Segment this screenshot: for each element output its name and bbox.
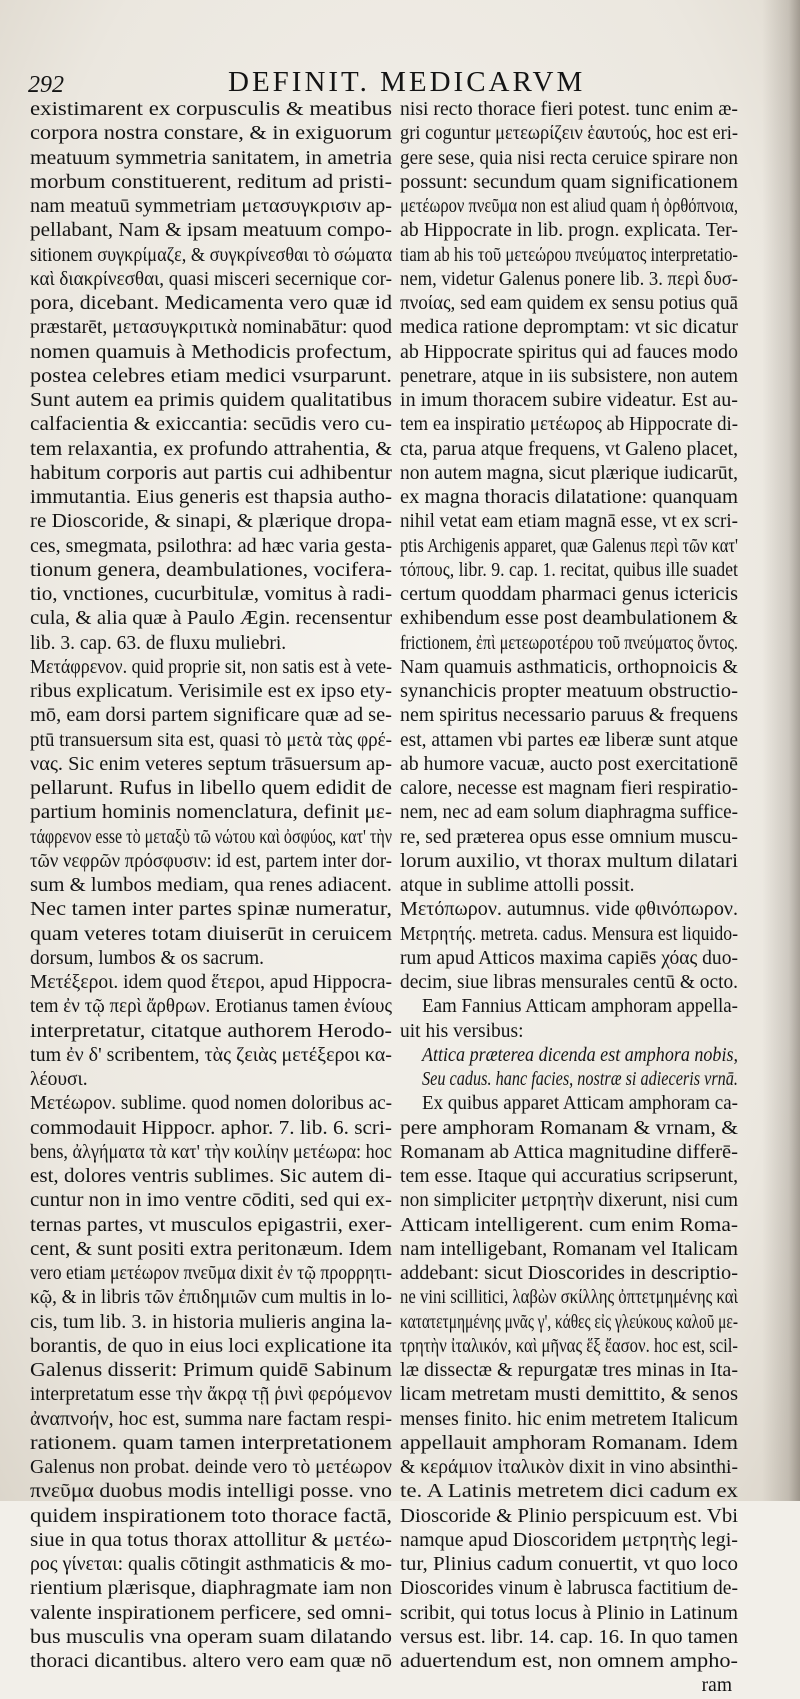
- line-text: meatuum symmetria sanitatem, in ametria: [30, 147, 392, 169]
- line-text: siue in qua totus thorax attollitur & μετέω-: [30, 1529, 392, 1551]
- line-text: tio, vnctiones, cucurbitulæ, vomitus à radi-: [30, 584, 392, 605]
- text-line: [30, 1626, 392, 1650]
- text-line: [400, 413, 738, 437]
- text-line: [400, 1529, 738, 1553]
- line-text: nihil vetat eam etiam magnā esse, vt ex scri-: [400, 511, 738, 533]
- text-line: [400, 1311, 738, 1335]
- text-line: [30, 826, 392, 850]
- text-line: [400, 1432, 738, 1456]
- text-line: [400, 583, 738, 607]
- line-text: tum ἐν δ' scribentem, τὰς ζειὰς μετέξεροι κα-: [30, 1044, 392, 1066]
- text-line: [400, 438, 738, 462]
- line-text: præstarēt, μετασυγκριτικὰ nominabātur: quod: [30, 317, 392, 339]
- text-line: [30, 632, 392, 656]
- line-text: Eam Fannius Atticam amphoram appella-: [422, 996, 738, 1018]
- line-text: possunt: secundum quam significationem: [400, 171, 738, 193]
- text-line: [400, 1189, 738, 1213]
- text-line: [30, 1335, 392, 1359]
- text-line: [400, 219, 738, 243]
- text-line: [400, 1068, 738, 1092]
- line-text: ab humore vacuæ, aucto post exercitationē: [400, 753, 738, 775]
- line-text: nomen quamuis à Methodicis profectum,: [30, 341, 392, 363]
- line-text: tem relaxantia, ex profundo attrahentia, &: [30, 438, 392, 460]
- text-line: [400, 1092, 738, 1116]
- text-line: [30, 1214, 392, 1238]
- text-line: [30, 462, 392, 486]
- line-text: τόπους, libr. 9. cap. 1. recitat, quibus ille suadet: [400, 559, 738, 581]
- line-text: ne vini scillitici, λαβὼν σκίλλης ὀπτετμημένης καὶ: [400, 1287, 738, 1309]
- text-line: [400, 850, 738, 874]
- line-text: Μετέωρον. sublime. quod nomen doloribus ac-: [30, 1093, 392, 1115]
- text-line: [400, 923, 738, 947]
- line-text: partium hominis nomenclatura, definit με-: [30, 802, 392, 824]
- text-line: [400, 826, 738, 850]
- line-text: pellarunt. Rufus in libello quem edidit de: [30, 778, 392, 799]
- line-text: synanchicis propter meatuum obstructio-: [400, 681, 738, 702]
- line-text: morbum constituerent, reditum ad pristi-: [30, 171, 392, 193]
- line-text: Romanam ab Attica magnitudine differē-: [400, 1141, 738, 1163]
- line-text: borantis, de quo in eius loci explicatione ita: [30, 1335, 392, 1357]
- line-text: immutantia. Eius generis est thapsia autho-: [30, 487, 392, 508]
- text-line: [400, 777, 738, 801]
- text-line: [30, 559, 392, 583]
- line-text: est, attamen vbi partes eæ liberæ sunt atque: [400, 729, 738, 751]
- line-text: bus musculis vna operam suam dilatando: [30, 1626, 392, 1648]
- line-text: quam veteres totam diuiserūt in ceruicem: [30, 923, 392, 945]
- text-line: [30, 704, 392, 728]
- line-text: quidem inspirationem toto thorace factā,: [30, 1505, 392, 1527]
- text-line: [30, 1189, 392, 1213]
- line-text: corpora nostra constare, & in exiguorum: [30, 123, 392, 145]
- text-line: [400, 1456, 738, 1480]
- text-line: [400, 98, 738, 122]
- text-line: [30, 1068, 392, 1092]
- line-text: læ dissectæ & repurgatæ tres minas in Ita-: [400, 1360, 738, 1381]
- line-text: λέουσι.: [30, 1069, 88, 1090]
- line-text: ex magna thoracis dilatatione: quanquam: [400, 487, 738, 508]
- line-text: tem esse. Itaque qui accuratius scripserunt,: [400, 1166, 738, 1187]
- text-line: [400, 1553, 738, 1577]
- text-line: [400, 656, 738, 680]
- text-line: [30, 147, 392, 171]
- text-line: [400, 1165, 738, 1189]
- text-line: [400, 995, 738, 1019]
- text-line: [30, 729, 392, 753]
- page-number: 292: [28, 72, 64, 98]
- line-text: cula, & alia quæ à Paulo Ægin. recensentur: [30, 608, 392, 630]
- text-line: [30, 777, 392, 801]
- text-line: [30, 1311, 392, 1335]
- text-line: [400, 1408, 738, 1432]
- line-text: namque apud Dioscoridem μετρητὴς legi-: [400, 1529, 738, 1551]
- line-text: gere sese, quia nisi recta ceruice spirare non: [400, 147, 738, 169]
- text-line: [30, 1238, 392, 1262]
- text-line: [30, 122, 392, 146]
- line-text: tiam ab his τοῦ μετεώρου πνεύματος interpretatio-: [400, 244, 738, 266]
- text-line: [400, 535, 738, 559]
- line-text: & κεράμιον ἰταλικὸν dixit in vino absinthi-: [400, 1457, 738, 1478]
- text-line: [400, 244, 738, 268]
- text-line: [30, 1359, 392, 1383]
- line-text: ternas partes, vt musculos epigastrii, exer-: [30, 1214, 392, 1236]
- line-text: sum & lumbos mediam, qua renes adiacent.: [30, 875, 392, 896]
- text-line: [30, 1044, 392, 1068]
- text-line: [30, 195, 392, 219]
- line-text: ρος γίνεται: qualis cōtingit asthmaticis & mo-: [30, 1554, 392, 1575]
- text-line: [30, 656, 392, 680]
- text-line: [400, 947, 738, 971]
- text-line: [30, 510, 392, 534]
- line-text: nam meatuū symmetriam μετασυγκρισιν ap-: [30, 196, 392, 217]
- text-line: [400, 1650, 738, 1674]
- text-line: [400, 171, 738, 195]
- line-text: Nec tamen inter partes spinæ numeratur,: [30, 899, 392, 921]
- line-text: interpretatur, citatque authorem Herodo-: [30, 1020, 392, 1042]
- text-line: [400, 704, 738, 728]
- text-line: [30, 1262, 392, 1286]
- line-text: πνοίας, sed eam quidem ex sensu potius quā: [400, 293, 738, 314]
- line-text: dorsum, lumbos & os sacrum.: [30, 947, 264, 969]
- text-line: [400, 1214, 738, 1238]
- line-text: valente inspirationem perficere, sed omni-: [30, 1602, 392, 1624]
- text-line: [400, 1286, 738, 1310]
- line-text: pere amphoram Romanam & vrnam, &: [400, 1117, 738, 1139]
- text-line: [30, 898, 392, 922]
- line-text: medica ratione depromptam: vt sic dicatur: [400, 317, 738, 339]
- line-text: te. A Latinis metretem dici cadum ex: [400, 1481, 738, 1503]
- text-line: [400, 147, 738, 171]
- line-text: tur, Plinius cadum conuertit, vt quo loco: [400, 1554, 738, 1575]
- line-text: Atticam intelligerent. cum enim Roma-: [400, 1214, 738, 1236]
- line-text: in imum thoracem subire videatur. Est au-: [400, 390, 738, 411]
- line-text: Nam quamuis asthmaticis, orthopnoicis &: [400, 656, 738, 678]
- line-text: Μετάφρενον. quid proprie sit, non satis est à vete-: [30, 656, 392, 678]
- text-line: [30, 995, 392, 1019]
- text-line: [30, 947, 392, 971]
- line-text: nem spiritus necessario paruus & frequens: [400, 705, 738, 727]
- line-text: thoraci dicantibus. altero vero eam quæ nō: [30, 1651, 392, 1672]
- line-text: Seu cadus. hanc facies, nostræ si adieceris vrnā.: [422, 1069, 738, 1090]
- line-text: Ex quibus apparet Atticam amphoram ca-: [422, 1093, 738, 1115]
- line-text: calore, necesse est magnam fieri respiratio-: [400, 778, 738, 799]
- line-text: appellauit amphoram Romanam. Idem: [400, 1432, 738, 1454]
- line-text: penetrare, atque in iis subsistere, non autem: [400, 365, 738, 387]
- line-text: frictionem, ἐπὶ μετεωροτέρου τοῦ πνεύματος ὄντος.: [400, 632, 738, 654]
- line-text: habitum corporis aut partis cui adhibentur: [30, 462, 392, 484]
- line-text: τρητὴν ἰταλικόν, καὶ μῆνας ἕξ ἔασον. hoc est, scil-: [400, 1335, 738, 1357]
- line-text: versus est. libr. 14. cap. 16. In quo tamen: [400, 1626, 738, 1648]
- text-line: [400, 316, 738, 340]
- text-line: [30, 1408, 392, 1432]
- line-text: ptū transuersum sita est, quasi τὸ μετὰ τὰς φρέ-: [30, 729, 392, 751]
- line-text: Μετέξεροι. idem quod ἕτεροι, apud Hippocra-: [30, 972, 392, 993]
- line-text: exhibendum esse post deambulationem &: [400, 608, 738, 630]
- text-line: [400, 122, 738, 146]
- line-text: sitionem συγκρίμαζε, & συγκρίνεσθαι τὸ σώματα: [30, 244, 392, 266]
- line-text: Attica præterea dicenda est amphora nobis,: [422, 1044, 738, 1066]
- text-line: [400, 1044, 738, 1068]
- line-text: re, sed præterea opus esse omnium muscu-: [400, 826, 738, 848]
- text-line: [400, 632, 738, 656]
- line-text: Dioscoride & Plinio perspicuum est. Vbi: [400, 1505, 738, 1527]
- line-text: ribus explicatum. Verisimile est ex ipso ety-: [30, 681, 392, 702]
- text-line: [30, 1020, 392, 1044]
- line-text: tionum genera, deambulationes, vocifera-: [30, 559, 392, 581]
- text-line: [30, 1117, 392, 1141]
- text-line: [400, 753, 738, 777]
- line-text: ces, smegmata, psilothra: ad hæc varia gesta-: [30, 535, 392, 557]
- text-line: [400, 486, 738, 510]
- line-text: menses finito. hic enim metretem Italicum: [400, 1408, 738, 1430]
- line-text: ab Hippocrate in lib. progn. explicata. Ter-: [400, 220, 738, 242]
- line-text: κῷ, & in libris τῶν ἐπιδημιῶν cum multis in lo-: [30, 1287, 392, 1309]
- text-line: [30, 1650, 392, 1674]
- line-text: re Dioscoride, & sinapi, & plærique dropa-: [30, 511, 392, 533]
- right-text-column: [400, 98, 738, 1699]
- line-text: vero etiam μετέωρον πνεῦμα dixit ἐν τῷ προρρητι-: [30, 1263, 392, 1284]
- line-text: κατατετμημένης μνᾶς γ', κάθες εἰς γλεύκους καλοῦ με-: [400, 1311, 738, 1333]
- page-header: [28, 66, 748, 100]
- line-text: mō, eam dorsi partem significare quæ ad se-: [30, 705, 392, 727]
- line-text: lorum auxilio, vt thorax multum dilatari: [400, 850, 738, 872]
- text-line: [30, 607, 392, 631]
- line-text: aduertendum est, non omnem ampho-: [400, 1651, 738, 1672]
- text-line: [400, 389, 738, 413]
- left-text-column: [30, 98, 392, 1674]
- line-text: nam intelligebant, Romanam vel Italicam: [400, 1238, 738, 1260]
- text-line: [30, 583, 392, 607]
- line-text: non autem magna, sicut plærique iudicarūt,: [400, 462, 738, 484]
- text-line: [400, 510, 738, 534]
- text-line: [30, 341, 392, 365]
- text-line: [30, 389, 392, 413]
- text-line: [30, 874, 392, 898]
- line-text: tem ἐν τῷ περὶ ἄρθρων. Erotianus tamen ἐνίους: [30, 996, 392, 1018]
- line-text: Dioscorides vinum è labrusca factitium de-: [400, 1578, 738, 1600]
- text-line: [400, 971, 738, 995]
- text-line: [400, 559, 738, 583]
- text-line: [30, 438, 392, 462]
- text-line: [30, 1141, 392, 1165]
- text-line: [30, 1432, 392, 1456]
- text-line: [30, 98, 392, 122]
- text-line: [30, 1456, 392, 1480]
- line-text: τῶν νεφρῶν πρόσφυσιν: id est, partem inter dor-: [30, 850, 392, 872]
- text-line: [30, 1529, 392, 1553]
- line-text: decim, siue libras mensurales centū & octo.: [400, 972, 738, 993]
- line-text: bens, ἀλγήματα τὰ κατ' τὴν κοιλίην μετέωρα: hoc: [30, 1141, 392, 1163]
- text-line: [400, 729, 738, 753]
- line-text: Galenus non probat. deinde vero τὸ μετέωρον: [30, 1457, 392, 1478]
- line-text: Μετόπωρον. autumnus. vide φθινόπωρον.: [400, 899, 738, 921]
- text-line: [400, 1117, 738, 1141]
- line-text: interpretatum esse τὴν ἄκρᾳ τῇ ῥινὶ φερόμενον: [30, 1384, 392, 1406]
- line-text: cis, tum lib. 3. in historia mulieris angina la-: [30, 1311, 392, 1333]
- line-text: existimarent ex corpusculis & meatibus: [30, 99, 392, 120]
- line-text: cent, & sunt positi extra peritonæum. Idem: [30, 1238, 392, 1260]
- text-line: [400, 341, 738, 365]
- text-line: [400, 1141, 738, 1165]
- line-text: μετέωρον πνεῦμα non est aliud quam ἡ ὀρθόπνοια,: [400, 196, 738, 217]
- text-line: [30, 1383, 392, 1407]
- text-line: [400, 607, 738, 631]
- line-text: licam metretam musti demittito, & senos: [400, 1384, 738, 1406]
- text-line: [400, 1602, 738, 1626]
- line-text: rationem. quam tamen interpretationem: [30, 1432, 392, 1454]
- text-line: [400, 365, 738, 389]
- text-line: [400, 1577, 738, 1601]
- text-line: [400, 1626, 738, 1650]
- text-line: [30, 268, 392, 292]
- line-text: calfacientia & exiccantia: secūdis vero cu-: [30, 414, 392, 436]
- line-text: rientium plærisque, diaphragmate iam non: [30, 1578, 392, 1600]
- text-line: [30, 535, 392, 559]
- line-text: est, dolores ventris sublimes. Sic autem di-: [30, 1166, 392, 1187]
- line-text: nem, videtur Galenus ponere lib. 3. περὶ δυσ-: [400, 268, 738, 290]
- line-text: certum quoddam pharmaci genus ictericis: [400, 584, 738, 605]
- text-line: [400, 898, 738, 922]
- text-line: [30, 1553, 392, 1577]
- text-line: [400, 462, 738, 486]
- text-line: [400, 1359, 738, 1383]
- text-line: [400, 874, 738, 898]
- line-text: καὶ διακρίνεσθαι, quasi misceri secernique cor-: [30, 268, 392, 290]
- text-line: [30, 1505, 392, 1529]
- text-line: [400, 268, 738, 292]
- text-line: [30, 753, 392, 777]
- text-line: [30, 1092, 392, 1116]
- line-text: ptis Archigenis apparet, quæ Galenus περὶ τῶν κατ': [400, 535, 738, 557]
- line-text: τάφρενον esse τὸ μεταξὺ τῶ νώτου καὶ ὀσφύος, κατ' τὴν: [30, 826, 392, 848]
- line-text: pellabant, Nam & ipsam meatuum compo-: [30, 220, 392, 242]
- text-line: [30, 316, 392, 340]
- text-line: [30, 365, 392, 389]
- text-line: [30, 171, 392, 195]
- line-text: Sunt autem ea primis quidem qualitatibus: [30, 390, 392, 411]
- line-text: atque in sublime attolli possit.: [400, 875, 635, 896]
- line-text: postea celebres etiam medici vsurparunt.: [30, 365, 392, 387]
- line-text: Galenus disserit: Primum quidē Sabinum: [30, 1360, 392, 1381]
- text-line: [30, 413, 392, 437]
- line-text: νας. Sic enim veteres septum trāsuersum ap-: [30, 753, 392, 775]
- text-line: [30, 680, 392, 704]
- line-text: Μετρητής. metreta. cadus. Mensura est liquido-: [400, 923, 738, 945]
- text-line: [400, 680, 738, 704]
- text-line: [30, 1602, 392, 1626]
- line-text: ἀναπνοήν, hoc est, summa nare factam respi-: [30, 1408, 392, 1430]
- line-text: ab Hippocrate spiritus qui ad fauces modo: [400, 341, 738, 363]
- text-line: [400, 1505, 738, 1529]
- line-text: lib. 3. cap. 63. de fluxu muliebri.: [30, 632, 287, 654]
- text-line: [30, 1165, 392, 1189]
- line-text: scribit, qui totus locus à Plinio in Latinum: [400, 1602, 738, 1624]
- line-text: pora, dicebant. Medicamenta vero quæ id: [30, 293, 392, 314]
- line-text: uit his versibus:: [400, 1020, 524, 1042]
- line-text: nisi recto thorace fieri potest. tunc enim æ-: [400, 99, 738, 120]
- text-line: [400, 1383, 738, 1407]
- text-line: [400, 292, 738, 316]
- line-text: cuntur non in imo ventre cōditi, sed qui ex-: [30, 1190, 392, 1212]
- text-line: [30, 244, 392, 268]
- text-line: [400, 1335, 738, 1359]
- line-text: rum apud Atticos maxima capiēs χόας duo-: [400, 947, 738, 969]
- text-line: [30, 1577, 392, 1601]
- text-line: [30, 801, 392, 825]
- text-line: [30, 1286, 392, 1310]
- line-text: tem ea inspiratio μετέωρος ab Hippocrate di-: [400, 414, 738, 436]
- running-head: DEFINIT. MEDICARVM: [228, 66, 586, 98]
- text-line: [30, 923, 392, 947]
- text-line: [30, 971, 392, 995]
- text-line: [400, 195, 738, 219]
- line-text: πνεῦμα duobus modis intelligi posse. vno: [30, 1481, 392, 1503]
- line-text: commodauit Hippocr. aphor. 7. lib. 6. scri-: [30, 1117, 392, 1139]
- text-line: [400, 1262, 738, 1286]
- line-text: gri coguntur μετεωρίζειν ἑαυτούς, hoc est eri-: [400, 123, 738, 145]
- text-line: [30, 486, 392, 510]
- text-line: [30, 219, 392, 243]
- text-line: [400, 1020, 738, 1044]
- line-text: non simpliciter μετρητὴν dixerunt, nisi cum: [400, 1190, 738, 1212]
- text-line: [30, 292, 392, 316]
- line-text: nem, nec ad eam solum diaphragma suffice-: [400, 802, 738, 824]
- binding-shadow: [762, 0, 800, 1501]
- catchword: ram: [701, 1675, 732, 1697]
- text-line: [30, 850, 392, 874]
- text-line: [400, 801, 738, 825]
- line-text: addebant: sicut Dioscorides in descriptio-: [400, 1263, 738, 1284]
- text-line: [400, 1238, 738, 1262]
- line-text: cta, parua atque frequens, vt Galeno placet,: [400, 438, 738, 460]
